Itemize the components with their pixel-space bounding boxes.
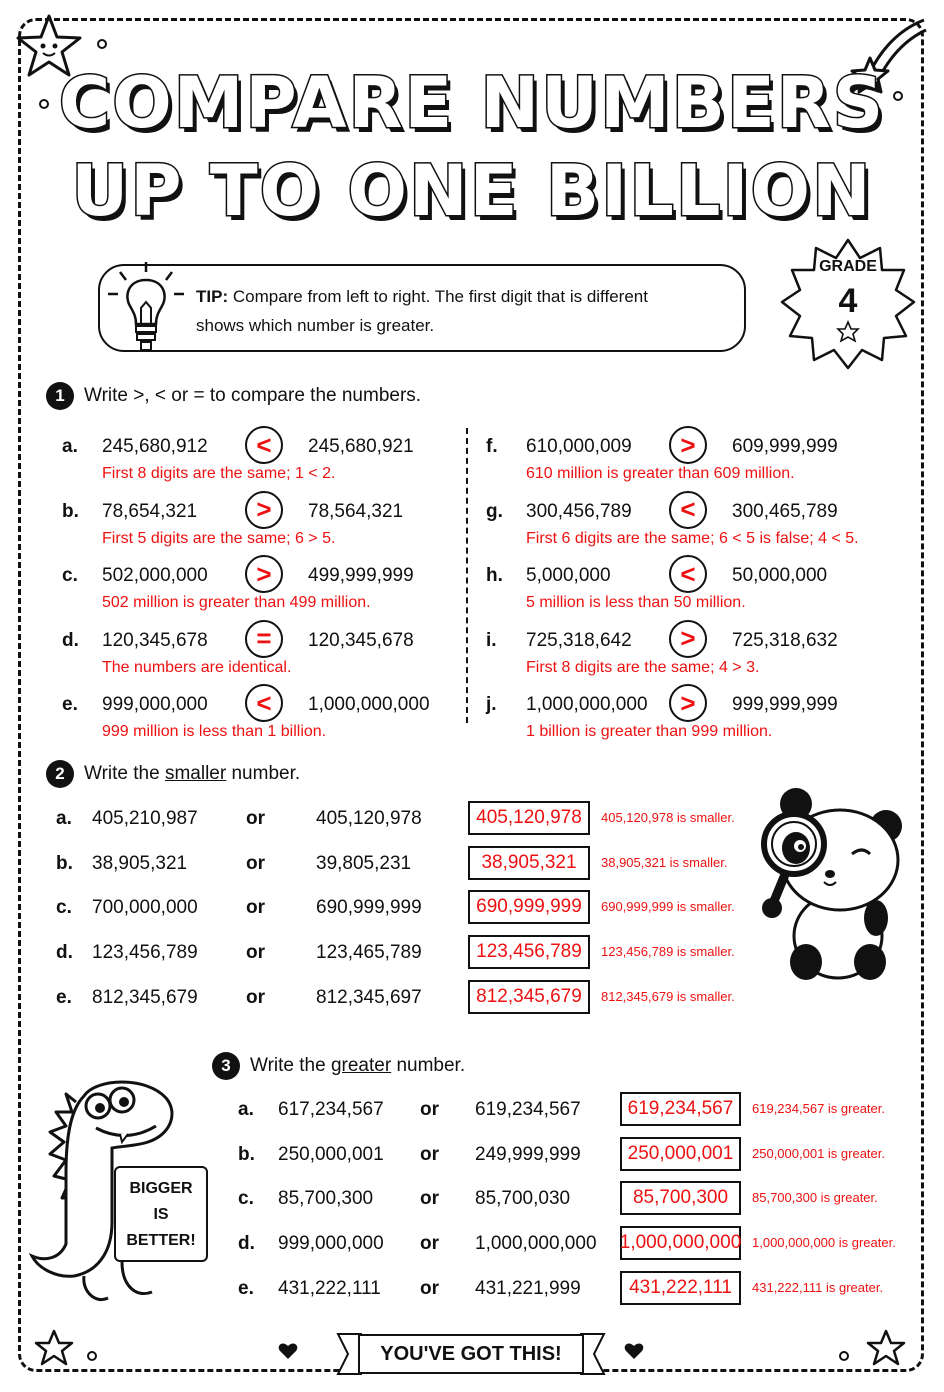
item-label: a. bbox=[62, 436, 78, 457]
number-b: 50,000,000 bbox=[732, 565, 828, 586]
item-label: b. bbox=[238, 1143, 255, 1165]
answer-box: 690,999,999 bbox=[468, 890, 590, 924]
circle-decoration-icon bbox=[838, 1350, 850, 1362]
answer-note: 123,456,789 is smaller. bbox=[601, 944, 735, 960]
answer-box: 812,345,679 bbox=[468, 980, 590, 1014]
number-a: 250,000,001 bbox=[278, 1143, 384, 1165]
answer-note: 405,120,978 is smaller. bbox=[601, 810, 735, 825]
grade-number: 4 bbox=[838, 282, 858, 320]
comparison-symbol: > bbox=[669, 426, 707, 464]
explanation: First 5 digits are the same; 6 > 5. bbox=[102, 529, 336, 547]
number-a: 999,000,000 bbox=[278, 1233, 384, 1255]
answer-box: 85,700,300 bbox=[620, 1181, 741, 1215]
item-label: e. bbox=[56, 986, 72, 1008]
column-divider bbox=[466, 428, 468, 723]
number-a: 120,345,678 bbox=[102, 629, 208, 651]
or-word: or bbox=[420, 1233, 439, 1255]
circle-decoration-icon bbox=[86, 1350, 98, 1362]
heart-icon bbox=[624, 1342, 644, 1360]
number-a: 999,000,000 bbox=[102, 694, 208, 715]
number-b: 609,999,999 bbox=[732, 436, 838, 457]
number-a: 812,345,679 bbox=[92, 986, 198, 1008]
number-b: 78,564,321 bbox=[308, 500, 404, 522]
number-b: 120,345,678 bbox=[308, 629, 414, 651]
tip-line-1: Compare from left to right. The first digit that is different bbox=[232, 287, 648, 306]
item-label: c. bbox=[238, 1188, 254, 1210]
sign-line-2: IS bbox=[153, 1206, 169, 1223]
item-label: h. bbox=[486, 565, 503, 586]
section-2-instruction-pre: Write the bbox=[84, 763, 165, 784]
title-line-2: UP TO ONE BILLION bbox=[71, 150, 873, 232]
number-b: 245,680,921 bbox=[308, 436, 414, 457]
number-a: 502,000,000 bbox=[102, 565, 208, 586]
explanation: 502 million is greater than 499 million. bbox=[102, 594, 371, 611]
sign-line-1: BIGGER bbox=[129, 1180, 193, 1197]
explanation: 999 million is less than 1 billion. bbox=[102, 723, 327, 740]
section-3-keyword: greater bbox=[330, 1055, 392, 1076]
number-b: 431,221,999 bbox=[475, 1277, 581, 1299]
number-a: 5,000,000 bbox=[526, 565, 611, 586]
section-2-heading bbox=[46, 760, 300, 788]
title-line-1: COMPARE NUMBERS bbox=[58, 62, 886, 144]
number-a: 700,000,000 bbox=[92, 897, 198, 919]
number-a: 431,222,111 bbox=[278, 1277, 381, 1299]
number-a: 405,210,987 bbox=[92, 808, 198, 829]
number-a: 85,700,300 bbox=[278, 1188, 374, 1210]
heart-icon bbox=[278, 1342, 298, 1360]
comparison-symbol: > bbox=[245, 491, 283, 529]
number-a: 725,318,642 bbox=[526, 629, 632, 651]
answer-box: 405,120,978 bbox=[468, 801, 590, 835]
explanation: The numbers are identical. bbox=[102, 658, 292, 676]
section-number: 1 bbox=[46, 382, 74, 410]
section-1-heading bbox=[46, 382, 421, 410]
number-a: 123,456,789 bbox=[92, 942, 198, 964]
section-3-heading bbox=[212, 1052, 465, 1080]
number-a: 617,234,567 bbox=[278, 1099, 384, 1120]
number-b: 1,000,000,000 bbox=[475, 1233, 597, 1255]
item-label: g. bbox=[486, 500, 503, 522]
number-b: 1,000,000,000 bbox=[308, 694, 430, 715]
number-a: 78,654,321 bbox=[102, 500, 198, 522]
panda-illustration bbox=[758, 786, 908, 986]
comparison-symbol: = bbox=[245, 620, 283, 658]
or-word: or bbox=[420, 1188, 439, 1210]
lightbulb-icon bbox=[106, 262, 186, 358]
item-label: i. bbox=[486, 629, 497, 651]
item-label: a. bbox=[238, 1099, 254, 1120]
item-label: e. bbox=[62, 694, 78, 715]
item-label: d. bbox=[56, 942, 73, 964]
answer-note: 812,345,679 is smaller. bbox=[601, 988, 735, 1004]
answer-box: 619,234,567 bbox=[620, 1092, 741, 1126]
comparison-symbol: < bbox=[245, 426, 283, 464]
answer-box: 431,222,111 bbox=[620, 1271, 741, 1305]
section-2-instruction-post: number. bbox=[226, 763, 301, 784]
or-word: or bbox=[246, 808, 265, 829]
answer-box: 250,000,001 bbox=[620, 1137, 741, 1171]
tip-prefix: TIP: bbox=[196, 287, 229, 306]
number-b: 499,999,999 bbox=[308, 565, 414, 586]
item-label: d. bbox=[238, 1233, 255, 1255]
or-word: or bbox=[246, 986, 265, 1008]
or-word: or bbox=[420, 1143, 439, 1165]
explanation: First 8 digits are the same; 4 > 3. bbox=[526, 658, 760, 676]
comparison-symbol: < bbox=[245, 684, 283, 722]
number-b: 123,465,789 bbox=[316, 942, 422, 964]
number-a: 1,000,000,000 bbox=[526, 694, 648, 715]
explanation: First 8 digits are the same; 1 < 2. bbox=[102, 465, 336, 482]
explanation: 5 million is less than 50 million. bbox=[526, 594, 746, 611]
answer-note: 250,000,001 is greater. bbox=[752, 1145, 885, 1161]
number-b: 999,999,999 bbox=[732, 694, 838, 715]
number-b: 39,805,231 bbox=[316, 852, 412, 874]
number-b: 812,345,697 bbox=[316, 986, 422, 1008]
number-a: 38,905,321 bbox=[92, 852, 188, 874]
explanation: First 6 digits are the same; 6 < 5 is false; 4 < 5. bbox=[526, 529, 859, 547]
answer-box: 123,456,789 bbox=[468, 935, 590, 969]
circle-decoration-icon bbox=[96, 38, 108, 50]
footer-banner: YOU'VE GOT THIS! bbox=[358, 1334, 584, 1374]
section-number: 3 bbox=[212, 1052, 240, 1080]
item-label: a. bbox=[56, 808, 72, 829]
star-icon bbox=[34, 1328, 74, 1368]
number-a: 245,680,912 bbox=[102, 436, 208, 457]
number-a: 610,000,009 bbox=[526, 436, 632, 457]
comparison-symbol: < bbox=[669, 491, 707, 529]
or-word: or bbox=[246, 852, 265, 874]
number-b: 619,234,567 bbox=[475, 1099, 581, 1120]
item-label: c. bbox=[62, 565, 78, 586]
answer-note: 85,700,300 is greater. bbox=[752, 1190, 878, 1206]
tip-text bbox=[196, 282, 736, 340]
comparison-symbol: < bbox=[669, 555, 707, 593]
answer-box: 1,000,000,000 bbox=[620, 1226, 741, 1260]
number-b: 300,465,789 bbox=[732, 500, 838, 522]
star-icon bbox=[866, 1328, 906, 1368]
comparison-symbol: > bbox=[669, 684, 707, 722]
answer-note: 1,000,000,000 is greater. bbox=[752, 1235, 896, 1251]
item-label: c. bbox=[56, 897, 72, 919]
item-label: j. bbox=[486, 694, 497, 715]
item-label: b. bbox=[56, 852, 73, 874]
item-label: d. bbox=[62, 629, 79, 651]
section-number: 2 bbox=[46, 760, 74, 788]
answer-note: 619,234,567 is greater. bbox=[752, 1101, 885, 1116]
number-b: 725,318,632 bbox=[732, 629, 838, 651]
comparison-symbol: > bbox=[669, 620, 707, 658]
item-label: b. bbox=[62, 500, 79, 522]
grade-label: GRADE bbox=[819, 258, 877, 275]
item-label: f. bbox=[486, 436, 498, 457]
or-word: or bbox=[246, 942, 265, 964]
answer-note: 690,999,999 is smaller. bbox=[601, 899, 735, 915]
grade-badge bbox=[778, 236, 918, 376]
explanation: 610 million is greater than 609 million. bbox=[526, 465, 795, 482]
answer-note: 431,222,111 is greater. bbox=[752, 1279, 884, 1295]
number-b: 249,999,999 bbox=[475, 1143, 581, 1165]
number-b: 85,700,030 bbox=[475, 1188, 571, 1210]
tip-line-2: shows which number is greater. bbox=[196, 316, 435, 335]
sign-line-3: BETTER! bbox=[126, 1232, 196, 1249]
comparison-symbol: > bbox=[245, 555, 283, 593]
number-b: 405,120,978 bbox=[316, 808, 422, 829]
or-word: or bbox=[246, 897, 265, 919]
bigger-is-better-sign bbox=[114, 1166, 208, 1262]
answer-box: 38,905,321 bbox=[468, 846, 590, 880]
explanation: 1 billion is greater than 999 million. bbox=[526, 723, 773, 740]
item-label: e. bbox=[238, 1277, 254, 1299]
section-3-instruction-pre: Write the bbox=[250, 1055, 331, 1076]
section-2-keyword: smaller bbox=[164, 763, 227, 784]
section-1-instruction: Write >, < or = to compare the numbers. bbox=[84, 385, 422, 406]
or-word: or bbox=[420, 1277, 439, 1299]
number-b: 690,999,999 bbox=[316, 897, 422, 919]
or-word: or bbox=[420, 1099, 439, 1120]
number-a: 300,456,789 bbox=[526, 500, 632, 522]
answer-note: 38,905,321 is smaller. bbox=[601, 854, 728, 870]
section-3-instruction-post: number. bbox=[391, 1055, 466, 1076]
